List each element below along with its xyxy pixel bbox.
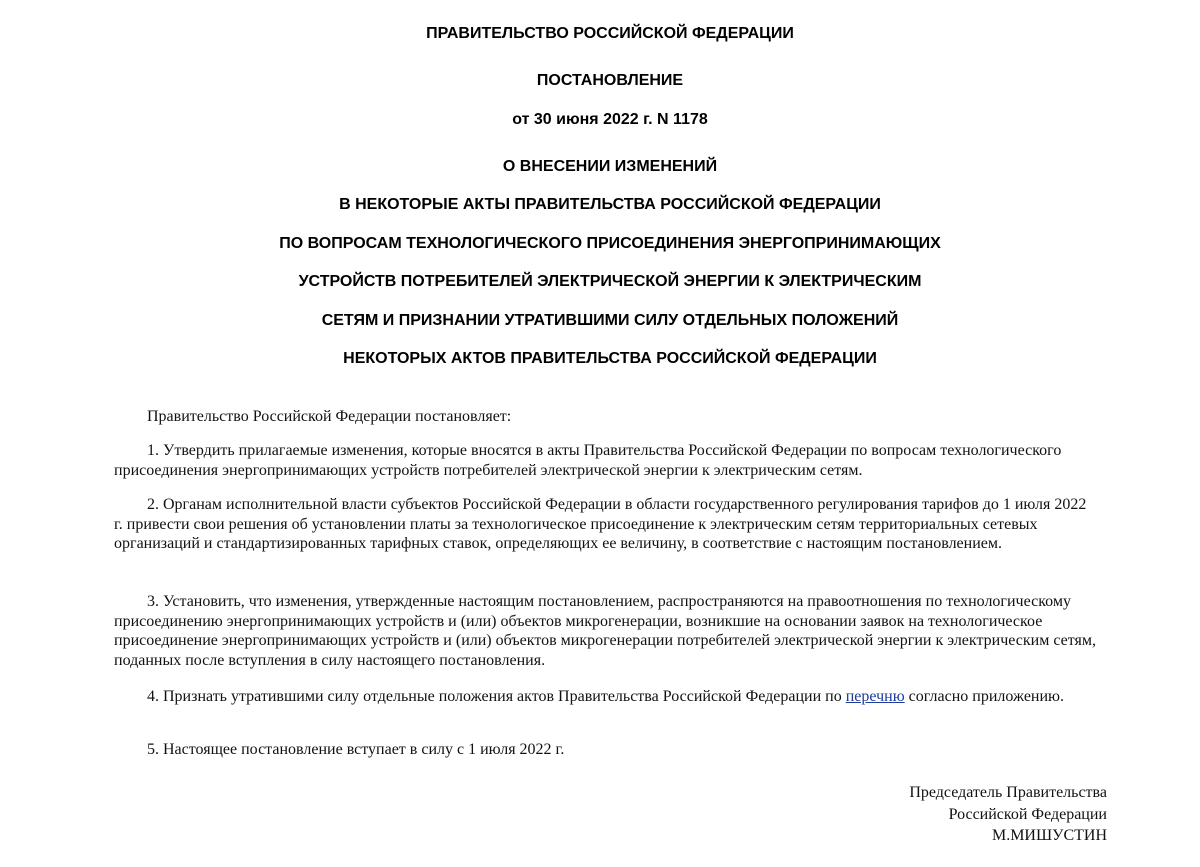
government-heading: ПРАВИТЕЛЬСТВО РОССИЙСКОЙ ФЕДЕРАЦИИ xyxy=(426,25,794,42)
title-line: ПО ВОПРОСАМ ТЕХНОЛОГИЧЕСКОГО ПРИСОЕДИНЕНИЯ ЭНЕРГОПРИНИМАЮЩИХ xyxy=(279,235,941,252)
list-link[interactable]: перечню xyxy=(845,688,905,705)
title-line: УСТРОЙСТВ ПОТРЕБИТЕЛЕЙ ЭЛЕКТРИЧЕСКОЙ ЭНЕРГИИ К ЭЛЕКТРИЧЕСКИМ xyxy=(298,273,922,290)
paragraph-4-text: 4. Признать утратившими силу отдельные положения актов Правительства Российской Федерации по xyxy=(147,688,846,705)
title-line: НЕКОТОРЫХ АКТОВ ПРАВИТЕЛЬСТВА РОССИЙСКОЙ ФЕДЕРАЦИИ xyxy=(343,350,877,367)
intro-paragraph: Правительство Российской Федерации постановляет: xyxy=(147,408,512,425)
paragraph-4 xyxy=(114,687,1099,707)
signature-title: Председатель Правительства xyxy=(909,784,1107,801)
paragraph-5: 5. Настоящее постановление вступает в силу с 1 июля 2022 г. xyxy=(147,741,565,758)
paragraph-4-text-end: согласно приложению. xyxy=(904,688,1064,705)
paragraph-2: 2. Органам исполнительной власти субъектов Российской Федерации в области государственного регулирования тарифов до 1 июля 2022 г. привести свои решения об установлении платы за технологическое присоединение к электрическим сетям территориальных сетевых организаций и стандартизированных тарифных ставок, определяющих ее величину, в соответствие с настоящим постановлением. xyxy=(114,496,1087,552)
document-date-number: от 30 июня 2022 г. N 1178 xyxy=(512,111,708,128)
signature-org: Российской Федерации xyxy=(948,806,1107,823)
paragraph-1: 1. Утвердить прилагаемые изменения, которые вносятся в акты Правительства Российской Федерации по вопросам технологического присоединения энергопринимающих устройств потребителей электрической энергии к электрическим сетям. xyxy=(114,442,1062,479)
signature-name: М.МИШУСТИН xyxy=(991,827,1107,844)
title-line: СЕТЯМ И ПРИЗНАНИИ УТРАТИВШИМИ СИЛУ ОТДЕЛЬНЫХ ПОЛОЖЕНИЙ xyxy=(321,312,899,329)
title-line: О ВНЕСЕНИИ ИЗМЕНЕНИЙ xyxy=(502,158,718,175)
paragraph-3: 3. Установить, что изменения, утвержденные настоящим постановлением, распространяются на правоотношения по технологическому присоединению энергопринимающих устройств и (или) объектов микрогенерации, возникшие на основании заявок на технологическое присоединение энергопринимающих устройств и (или) объектов микрогенерации потребителей электрической энергии к электрическим сетям, поданных после вступления в силу настоящего постановления. xyxy=(114,593,1096,669)
document-type: ПОСТАНОВЛЕНИЕ xyxy=(536,72,684,89)
title-line: В НЕКОТОРЫЕ АКТЫ ПРАВИТЕЛЬСТВА РОССИЙСКОЙ ФЕДЕРАЦИИ xyxy=(339,196,881,213)
